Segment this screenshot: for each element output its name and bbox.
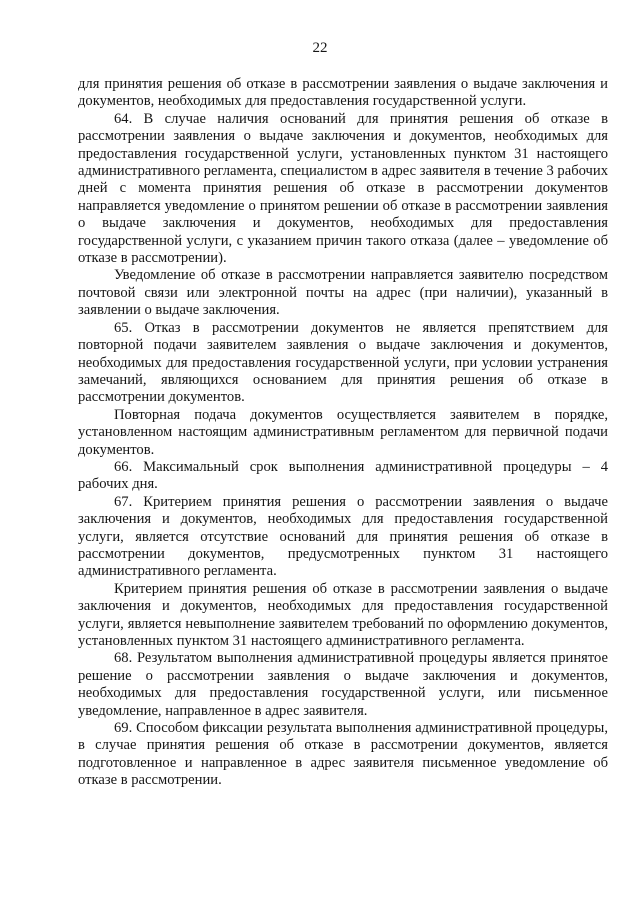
paragraph-67: 67. Критерием принятия решения о рассмотрении заявления о выдаче заключения и документов, необходимых для предоставления государственной услуги, является отсутствие оснований для принятия решения об отказе в рассмотрении документов, предусмотренных пунктом 31 настоящего административного регламента. xyxy=(78,493,608,580)
paragraph-67-refusal-criterion: Критерием принятия решения об отказе в рассмотрении заявления о выдаче заключения и документов, необходимых для предоставления государственной услуги, является невыполнение заявителем требований по оформлению документов, установленных пунктом 31 настоящего административного регламента. xyxy=(78,580,608,649)
paragraph-continuation: для принятия решения об отказе в рассмотрении заявления о выдаче заключения и документов, необходимых для предоставления государственной услуги. xyxy=(78,76,608,110)
paragraph-64-notification: Уведомление об отказе в рассмотрении направляется заявителю посредством почтовой связи или электронной почты на адрес (при наличии), указанный в заявлении о выдаче заключения. xyxy=(78,267,608,319)
paragraph-66: 66. Максимальный срок выполнения административной процедуры – 4 рабочих дня. xyxy=(78,458,608,493)
page-number: 22 xyxy=(312,40,328,56)
paragraph-65: 65. Отказ в рассмотрении документов не является препятствием для повторной подачи заявителем заявления о выдаче заключения и документов, необходимых для предоставления государственной услуги, при условии устранения замечаний, являющихся основанием для принятия решения об отказе в рассмотрении документов. xyxy=(78,319,608,406)
paragraph-69: 69. Способом фиксации результата выполнения административной процедуры, в случае принятия решения об отказе в рассмотрении документов, является подготовленное и направленное в адрес заявителя письменное уведомление об отказе в рассмотрении. xyxy=(78,720,608,789)
paragraph-64: 64. В случае наличия оснований для принятия решения об отказе в рассмотрении заявления о выдаче заключения и документов, необходимых для предоставления государственной услуги, установленных пунктом 31 настоящего административного регламента, специалистом в адрес заявителя в течение 3 рабочих дней с момента принятия решения об отказе в рассмотрении документов направляется уведомление о принятом решении об отказе в рассмотрении заявления о выдаче заключения и документов, необходимых для предоставления государственной услуги, с указанием причин такого отказа (далее – уведомление об отказе в рассмотрении). xyxy=(78,110,608,267)
paragraph-68: 68. Результатом выполнения административной процедуры является принятое решение о рассмотрении заявления о выдаче заключения и документов, необходимых для предоставления государственной услуги, или письменное уведомление, направленное в адрес заявителя. xyxy=(78,650,608,719)
document-body xyxy=(78,76,608,790)
paragraph-65-resubmission: Повторная подача документов осуществляется заявителем в порядке, установленном настоящим административным регламентом для первичной подачи документов. xyxy=(78,406,608,458)
